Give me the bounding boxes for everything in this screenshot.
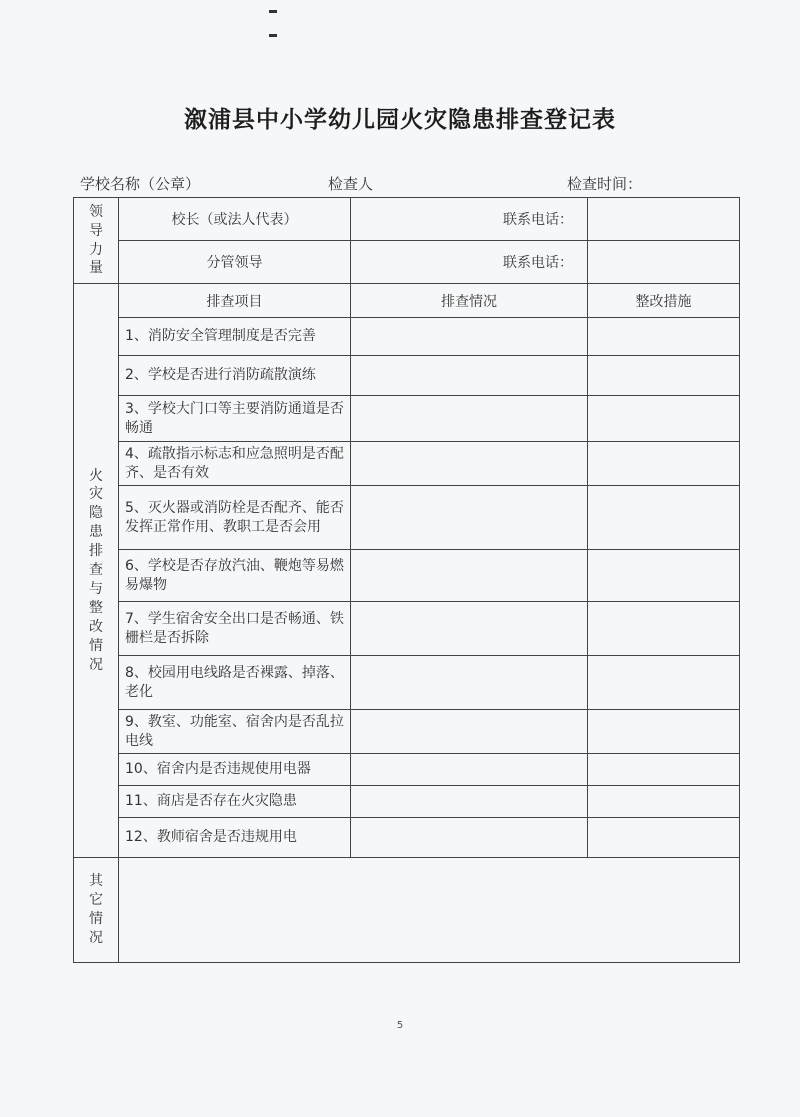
hazard-form-table bbox=[73, 197, 740, 963]
status-cell[interactable] bbox=[351, 710, 588, 754]
measures-cell[interactable] bbox=[588, 318, 740, 356]
measures-cell[interactable] bbox=[588, 602, 740, 656]
deputy-phone-label: 联系电话： bbox=[351, 241, 588, 284]
measures-cell[interactable] bbox=[588, 656, 740, 710]
scan-mark bbox=[269, 10, 277, 13]
hazard-item: 12、教师宿舍是否违规用电 bbox=[119, 818, 351, 858]
status-cell[interactable] bbox=[351, 550, 588, 602]
inspection-time-label: 检查时间： bbox=[567, 175, 643, 193]
hazard-item: 8、校园用电线路是否裸露、掉落、老化 bbox=[119, 656, 351, 710]
status-cell[interactable] bbox=[351, 396, 588, 442]
status-cell[interactable] bbox=[351, 442, 588, 486]
table-row bbox=[74, 818, 740, 858]
table-row bbox=[74, 754, 740, 786]
table-row bbox=[74, 550, 740, 602]
table-row bbox=[74, 442, 740, 486]
hazard-item: 6、学校是否存放汽油、鞭炮等易燃易爆物 bbox=[119, 550, 351, 602]
measures-cell[interactable] bbox=[588, 818, 740, 858]
status-cell[interactable] bbox=[351, 818, 588, 858]
measures-cell[interactable] bbox=[588, 754, 740, 786]
school-name-label: 学校名称（公章） bbox=[80, 175, 201, 193]
deputy-label: 分管领导 bbox=[119, 241, 351, 284]
other-row bbox=[74, 858, 740, 963]
leadership-row-deputy bbox=[74, 241, 740, 284]
header-item: 排查项目 bbox=[119, 284, 351, 318]
document-title: 溆浦县中小学幼儿园火灾隐患排查登记表 bbox=[184, 107, 616, 133]
status-cell[interactable] bbox=[351, 754, 588, 786]
measures-cell[interactable] bbox=[588, 486, 740, 550]
hazard-item: 1、消防安全管理制度是否完善 bbox=[119, 318, 351, 356]
hazard-section-label: 火 灾 隐 患 排 查 与 整 改 情 况 bbox=[74, 284, 119, 858]
leadership-row-principal bbox=[74, 198, 740, 241]
other-section-label: 其 它 情 况 bbox=[74, 858, 119, 963]
hazard-item: 7、学生宿舍安全出口是否畅通、铁栅栏是否拆除 bbox=[119, 602, 351, 656]
status-cell[interactable] bbox=[351, 486, 588, 550]
measures-cell[interactable] bbox=[588, 442, 740, 486]
hazard-item: 9、教室、功能室、宿舍内是否乱拉电线 bbox=[119, 710, 351, 754]
principal-label: 校长（或法人代表） bbox=[119, 198, 351, 241]
deputy-phone-field[interactable] bbox=[588, 241, 740, 284]
table-row bbox=[74, 786, 740, 818]
hazard-item: 2、学校是否进行消防疏散演练 bbox=[119, 356, 351, 396]
scan-mark bbox=[269, 34, 277, 37]
hazard-item: 11、商店是否存在火灾隐患 bbox=[119, 786, 351, 818]
principal-phone-field[interactable] bbox=[588, 198, 740, 241]
table-row bbox=[74, 602, 740, 656]
page-number: 5 bbox=[396, 1020, 404, 1031]
hazard-item: 3、学校大门口等主要消防通道是否畅通 bbox=[119, 396, 351, 442]
inspector-label: 检查人 bbox=[328, 175, 374, 193]
hazard-item: 5、灭火器或消防栓是否配齐、能否发挥正常作用、教职工是否会用 bbox=[119, 486, 351, 550]
table-row bbox=[74, 656, 740, 710]
table-row bbox=[74, 318, 740, 356]
leadership-section-label: 领 导 力 量 bbox=[74, 198, 119, 284]
header-status: 排查情况 bbox=[351, 284, 588, 318]
status-cell[interactable] bbox=[351, 656, 588, 710]
status-cell[interactable] bbox=[351, 318, 588, 356]
measures-cell[interactable] bbox=[588, 786, 740, 818]
principal-phone-label: 联系电话： bbox=[351, 198, 588, 241]
measures-cell[interactable] bbox=[588, 710, 740, 754]
hazard-item: 10、宿舍内是否违规使用电器 bbox=[119, 754, 351, 786]
status-cell[interactable] bbox=[351, 602, 588, 656]
table-row bbox=[74, 396, 740, 442]
status-cell[interactable] bbox=[351, 786, 588, 818]
other-notes-field[interactable] bbox=[119, 858, 740, 963]
hazard-header-row bbox=[74, 284, 740, 318]
measures-cell[interactable] bbox=[588, 550, 740, 602]
header-measures: 整改措施 bbox=[588, 284, 740, 318]
status-cell[interactable] bbox=[351, 356, 588, 396]
table-row bbox=[74, 486, 740, 550]
hazard-item: 4、疏散指示标志和应急照明是否配齐、是否有效 bbox=[119, 442, 351, 486]
table-row bbox=[74, 356, 740, 396]
table-row bbox=[74, 710, 740, 754]
measures-cell[interactable] bbox=[588, 356, 740, 396]
measures-cell[interactable] bbox=[588, 396, 740, 442]
